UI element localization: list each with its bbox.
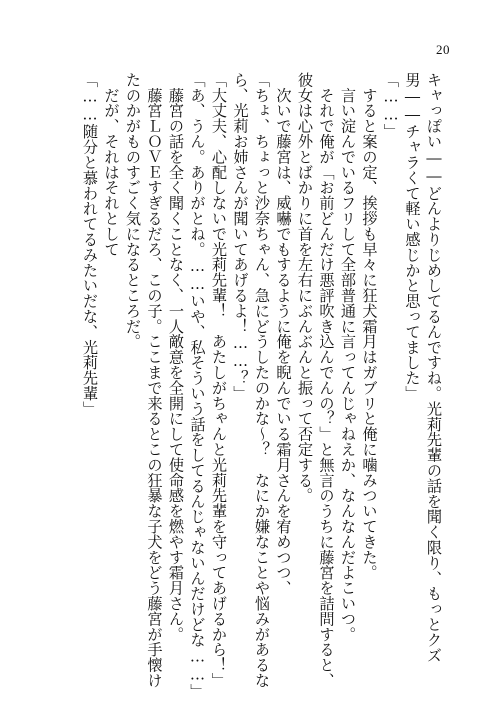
text-line: 「……」: [382, 72, 400, 140]
page-number: 20: [436, 42, 450, 57]
text-line: 彼女は心外とばかりに首を左右にぶんぶんと振って否定する。: [296, 72, 314, 504]
text-line: 藤宮ＬＯＶＥすぎるだろ、この子。ここまで来るとこの狂暴な子犬をどう藤宮が手懐け: [145, 72, 164, 688]
text-line: 言い淀んでいるフリして全部普通に言ってんじゃねえか、なんなんだよこいつ。: [339, 72, 357, 642]
text-line: 男――チャラくて軽い感じかと思ってました」: [403, 72, 422, 401]
text-line: すると案の定、挨拶も早々に狂犬霜月はガブリと俺に噛みついてきた。: [360, 72, 379, 581]
body-text: [79, 72, 445, 700]
text-line: 藤宮の話を全く聞くことなく、一人敵意を全開にして使命感を燃やす霜月さん。: [167, 72, 185, 642]
text-line: だが、それはそれとして: [102, 72, 121, 257]
text-line: ら、光莉お姉さんが聞いてあげるよ！……？」: [231, 72, 250, 401]
text-line: 「……随分と慕われてるみたいだな、光莉先輩」: [81, 72, 99, 417]
text-line: 「あ、うん。ありがとね。……いや、私そういう話をしてるんじゃないんだけどな……」: [188, 72, 207, 700]
text-line: それで俺が「お前どんだけ悪評吹き込んでんの？」と無言のうちに藤宮を詰問すると、: [317, 72, 336, 688]
text-line: たのかがものすごく気になるところだ。: [124, 72, 142, 350]
text-line: 「大丈夫、心配しないで光莉先輩！ あたしがちゃんと光莉先輩を守ってあげるから！」: [210, 72, 228, 688]
text-line: キャっぽい――どんよりじめしてるんですね。光莉先輩の話を聞く限り、もっとクズ: [425, 72, 443, 663]
text-line: 「ちょ、ちょっと沙奈ちゃん、急にどうしたのかな～？ なにか嫌なことや悩みがあるな: [253, 72, 271, 688]
text-line: 次いで藤宮は、威嚇でもするように俺を睨んでいる霜月さんを宥めつつ、: [274, 72, 293, 596]
